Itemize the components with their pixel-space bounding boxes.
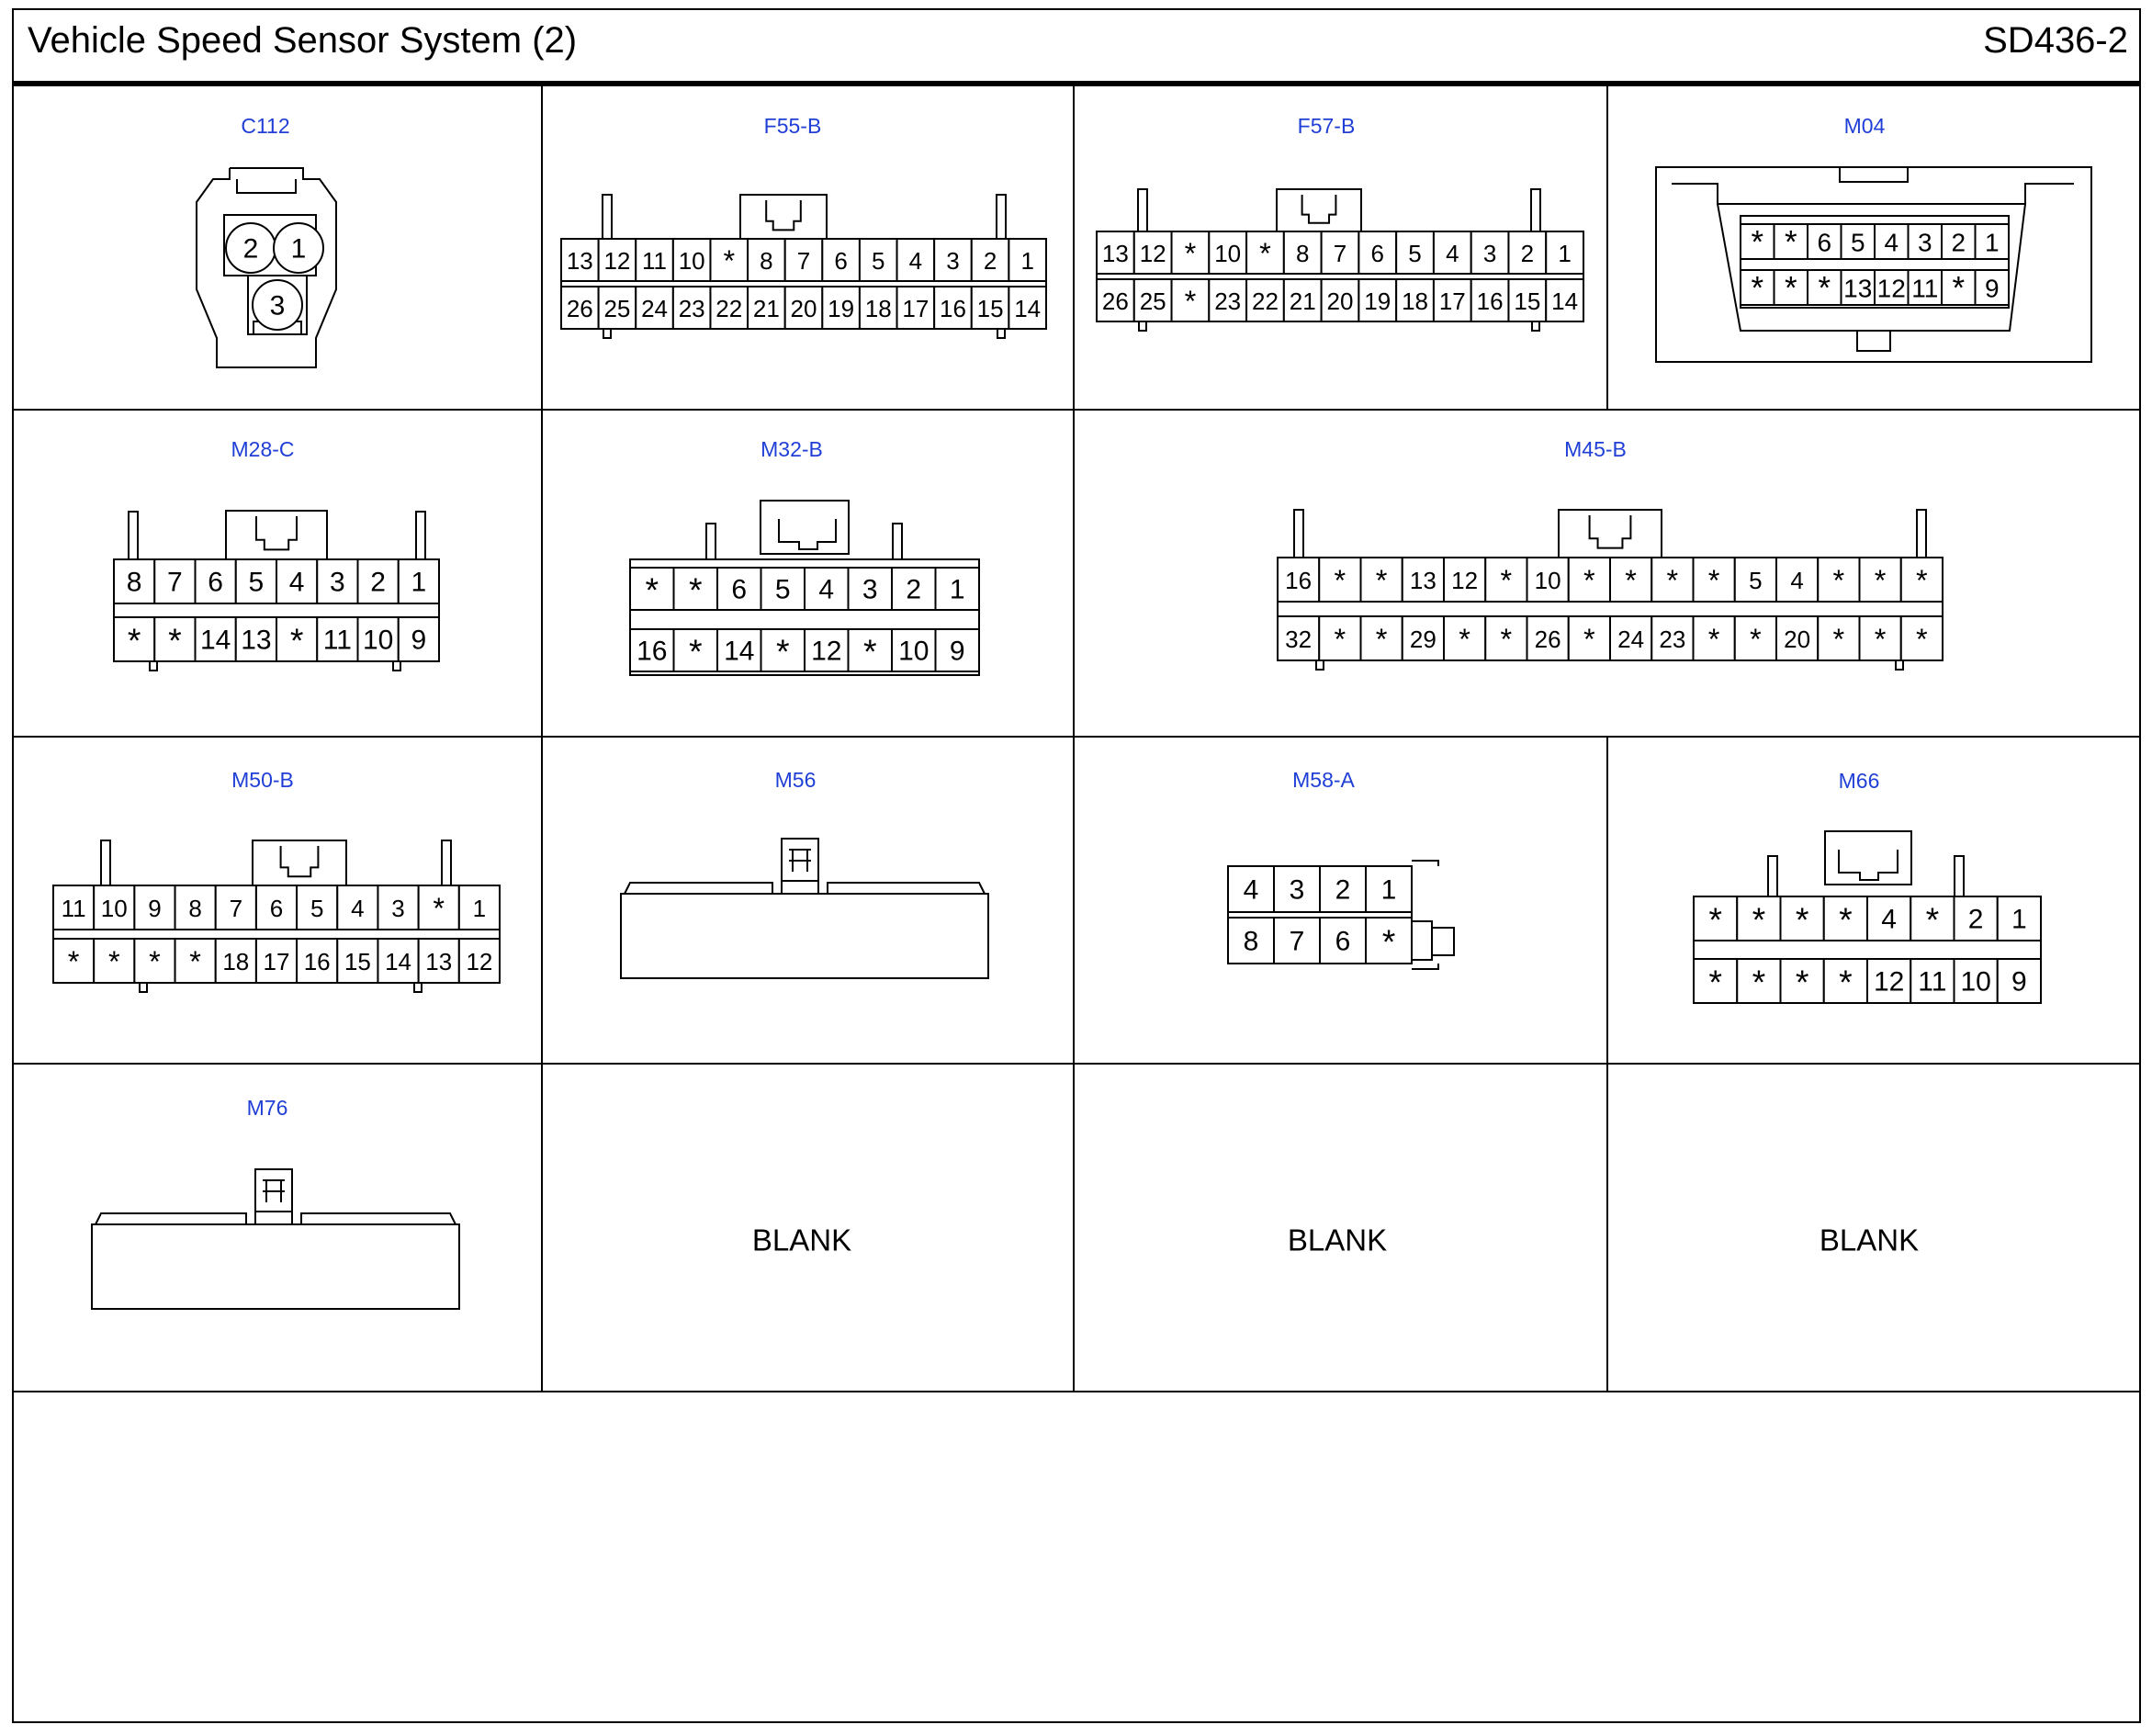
foot: [1532, 321, 1539, 331]
pin-number: 7: [229, 895, 243, 922]
pin-number: 8: [760, 247, 773, 275]
pin-number: 7: [796, 247, 811, 275]
pin-number: 14: [724, 636, 755, 667]
pin-number: 13: [1409, 567, 1437, 594]
pin-number: 21: [752, 295, 780, 322]
blank-cell-label: BLANK: [1819, 1223, 1920, 1257]
latch: [1277, 189, 1361, 231]
pin-number: 18: [222, 948, 250, 975]
pin-number: 5: [1408, 240, 1422, 267]
pin-number: *: [1752, 900, 1766, 939]
pin-number: *: [1952, 270, 1966, 307]
pin-number: 24: [1617, 626, 1645, 653]
pin-number: 25: [603, 295, 631, 322]
pin-number: 10: [678, 247, 705, 275]
pin-number: 23: [1659, 626, 1686, 653]
pin-number: 9: [411, 625, 427, 656]
pin-number: 24: [641, 295, 668, 322]
pin-number: *: [1874, 623, 1887, 656]
pin-number: 18: [1402, 287, 1428, 315]
pin-number: 12: [1451, 567, 1479, 594]
pin-number: 12: [1876, 274, 1906, 303]
pin-number: *: [67, 945, 80, 978]
pin-number: 12: [811, 636, 842, 667]
latch: [281, 846, 319, 876]
key-tab: [1857, 331, 1890, 351]
pin-number: 22: [715, 295, 743, 322]
pin-number: 10: [1534, 567, 1561, 594]
pin-number: *: [1916, 623, 1928, 656]
pin-number: 17: [902, 295, 930, 322]
connector-label-m28c: M28-C: [231, 437, 295, 461]
connector-label-m04: M04: [1843, 114, 1886, 138]
latch: [1302, 195, 1336, 223]
connector-label-m56: M56: [774, 768, 817, 792]
pin-number: 8: [1295, 240, 1310, 267]
foot: [393, 661, 400, 671]
guide-post: [1531, 189, 1540, 231]
connector-m28c: [114, 511, 439, 671]
pin-number: 2: [1951, 228, 1966, 257]
pin-number: *: [1751, 224, 1764, 261]
pin-number: *: [1707, 623, 1720, 656]
pin-number: *: [1625, 564, 1637, 597]
pin-number: 17: [1438, 287, 1466, 315]
pin-number: *: [688, 570, 703, 609]
pin-number: *: [1832, 623, 1845, 656]
pin-number: 11: [642, 247, 668, 275]
pin-number: 6: [1370, 240, 1385, 267]
pin-number: 4: [818, 574, 835, 605]
pin-number: 4: [1446, 240, 1459, 267]
pin-number: 8: [1243, 926, 1259, 957]
pin-number: *: [1459, 623, 1470, 656]
guide-post: [706, 524, 715, 559]
lock-clip: [1432, 928, 1454, 955]
pin-number: *: [1839, 963, 1853, 1001]
blank-cell-label: BLANK: [1287, 1223, 1388, 1257]
pin-number: *: [1707, 564, 1720, 597]
pin-number: 1: [1020, 247, 1034, 275]
pin-number: 22: [1252, 287, 1279, 315]
pin-number: 9: [949, 636, 965, 667]
connector-label-m50b: M50-B: [231, 768, 294, 792]
pin-number: 11: [61, 895, 86, 922]
pin-number: 2: [1967, 904, 1984, 935]
connector-f57b: [1097, 189, 1583, 331]
pin-number: 3: [946, 247, 960, 275]
pin-number: *: [1500, 623, 1513, 656]
pin-number: 12: [1873, 966, 1905, 998]
pin-number: *: [1500, 564, 1513, 597]
guide-post: [603, 195, 612, 239]
connector-label-m66: M66: [1838, 769, 1880, 793]
pin-number: 13: [1843, 274, 1873, 303]
pin-number: 7: [1289, 926, 1305, 957]
pin-number: 4: [1881, 904, 1897, 935]
connector-m66: [1694, 831, 2041, 1003]
connector-m58a: [1228, 861, 1454, 969]
pin-number: 13: [425, 948, 453, 975]
foot: [150, 661, 157, 671]
pin-number: *: [862, 632, 877, 671]
pin-number: 9: [148, 895, 162, 922]
pin-number: *: [1916, 564, 1928, 597]
guide-post: [1294, 510, 1303, 558]
pin-number: *: [289, 621, 304, 659]
pin-number: 26: [566, 295, 593, 322]
pin-number: *: [149, 945, 161, 978]
latch: [253, 840, 346, 885]
foot: [1139, 321, 1146, 331]
pin-number: 5: [1749, 567, 1763, 594]
pin-number: 12: [466, 948, 493, 975]
pin-number: *: [1184, 237, 1197, 270]
pin-number: 1: [1984, 228, 2000, 257]
pin-number: 6: [1817, 228, 1832, 257]
pin-number: 8: [126, 567, 142, 598]
pin-number: 4: [1884, 228, 1899, 257]
pin-number: 6: [208, 567, 223, 598]
pin-number: 7: [1333, 240, 1347, 267]
pin-number: *: [1925, 900, 1940, 939]
connector-c112: [197, 168, 336, 367]
latch: [766, 200, 801, 230]
pin-number: 6: [834, 247, 848, 275]
pin-number: *: [1708, 963, 1722, 1001]
pin-number: 10: [1960, 966, 1991, 998]
pin-number: 14: [385, 948, 412, 975]
pin-number: 10: [1214, 240, 1242, 267]
pin-number: 16: [1476, 287, 1504, 315]
pin-number: 15: [1514, 287, 1541, 315]
pin-number: 7: [167, 567, 183, 598]
guide-post: [1138, 189, 1147, 231]
pin-number: *: [1751, 270, 1764, 307]
pin-number: *: [1334, 623, 1346, 656]
connector-m04: [1656, 167, 2091, 362]
pin-number: 2: [370, 567, 386, 598]
guide-post: [1955, 856, 1964, 896]
connector-label-f57b: F57-B: [1297, 114, 1356, 138]
pin-number: 3: [1482, 240, 1497, 267]
latch: [740, 195, 827, 239]
pin-number: 16: [940, 295, 966, 322]
pin-number: 15: [344, 948, 371, 975]
pin-number: 3: [1289, 874, 1305, 906]
pin-number: 16: [1285, 567, 1313, 594]
pin-number: 4: [351, 895, 365, 922]
pin-number: 1: [1558, 240, 1572, 267]
pin-number: 19: [1364, 287, 1391, 315]
latch: [226, 511, 327, 559]
pin-number: 10: [100, 895, 128, 922]
pin-number: 5: [1850, 228, 1865, 257]
foot: [414, 983, 422, 992]
pin-number: *: [775, 632, 790, 671]
pin-number: 3: [269, 290, 286, 321]
pin-number: *: [1375, 623, 1388, 656]
foot: [997, 329, 1005, 338]
foot: [140, 983, 147, 992]
pin-number: 5: [774, 574, 791, 605]
pin-number: *: [1795, 900, 1809, 939]
pin-number: 4: [1790, 567, 1804, 594]
guide-post: [997, 195, 1006, 239]
pin-number: *: [433, 892, 445, 925]
pin-number: 20: [790, 295, 817, 322]
pin-number: *: [1708, 900, 1722, 939]
guide-post: [1768, 856, 1777, 896]
pin-number: *: [1874, 564, 1887, 597]
blank-cell-label: BLANK: [751, 1223, 852, 1257]
pin-number: 2: [1335, 874, 1351, 906]
connector-m50b: [53, 840, 500, 992]
connector-body: [621, 894, 988, 978]
pin-number: 12: [603, 247, 631, 275]
pin-number: 26: [1101, 287, 1129, 315]
connector-label-m58a: M58-A: [1292, 768, 1355, 792]
pin-number: *: [1752, 963, 1766, 1001]
pin-number: 25: [1139, 287, 1166, 315]
pin-number: 32: [1285, 626, 1313, 653]
pin-number: 11: [1911, 274, 1939, 303]
foot: [1316, 660, 1324, 670]
connector-label-m76: M76: [246, 1096, 288, 1120]
pin-number: 5: [310, 895, 324, 922]
pin-number: 13: [566, 247, 593, 275]
pin-number: 3: [330, 567, 345, 598]
pin-number: 10: [898, 636, 930, 667]
pin-number: *: [1334, 564, 1346, 597]
pin-number: 14: [1551, 287, 1579, 315]
pin-number: 20: [1784, 626, 1811, 653]
connector-f55b: [561, 195, 1046, 338]
pin-number: 11: [1918, 966, 1947, 998]
pin-number: 18: [864, 295, 892, 322]
pin-number: *: [1375, 564, 1388, 597]
pin-number: *: [1381, 922, 1396, 961]
clip: [1412, 861, 1438, 866]
pin-number: 6: [269, 895, 284, 922]
guide-post: [442, 840, 451, 885]
pin-number: 13: [241, 625, 272, 656]
connector-m76: [92, 1169, 459, 1309]
pin-number: *: [1259, 237, 1271, 270]
pin-number: 10: [362, 625, 394, 656]
pin-number: 2: [983, 247, 997, 275]
guide-post: [129, 512, 138, 559]
pin-number: *: [1795, 963, 1809, 1001]
pin-number: *: [1832, 564, 1845, 597]
pin-number: 1: [472, 895, 487, 922]
foot: [603, 329, 611, 338]
lock-clip: [1412, 921, 1432, 960]
pin-number: 23: [1214, 287, 1242, 315]
pin-number: 2: [242, 233, 259, 265]
pin-number: *: [1784, 224, 1797, 261]
pin-number: 21: [1289, 287, 1316, 315]
pin-number: 13: [1101, 240, 1129, 267]
pin-number: 29: [1409, 626, 1437, 653]
pin-number: *: [1666, 564, 1679, 597]
pin-number: 16: [637, 636, 668, 667]
pin-number: 3: [391, 895, 405, 922]
page-title: Vehicle Speed Sensor System (2): [28, 20, 578, 61]
pin-number: *: [189, 945, 201, 978]
pin-number: 1: [290, 233, 307, 265]
pin-number: *: [127, 621, 141, 659]
pin-number: 9: [1984, 274, 2000, 303]
pin-number: *: [645, 570, 659, 609]
pin-number: 15: [976, 295, 1004, 322]
guide-post: [893, 524, 902, 559]
latch: [237, 179, 296, 193]
latch: [256, 516, 297, 549]
pin-number: 1: [2011, 904, 2027, 935]
latch: [1559, 510, 1662, 558]
pin-number: 5: [871, 247, 885, 275]
pin-number: *: [168, 621, 182, 659]
pin-number: 14: [1014, 295, 1042, 322]
pin-number: 2: [906, 574, 922, 605]
pin-number: 14: [199, 625, 231, 656]
pin-number: 23: [678, 295, 705, 322]
pin-number: *: [1583, 623, 1595, 656]
pin-number: 17: [263, 948, 290, 975]
pin-number: 4: [288, 567, 305, 598]
pin-number: *: [1583, 564, 1595, 597]
pin-number: 16: [303, 948, 331, 975]
guide-post: [1917, 510, 1926, 558]
pin-number: 2: [1520, 240, 1535, 267]
pin-number: *: [1818, 270, 1831, 307]
pin-number: *: [1784, 270, 1797, 307]
pin-number: 20: [1326, 287, 1354, 315]
pin-number: 12: [1139, 240, 1166, 267]
guide-post: [416, 512, 425, 559]
connector-label-m45b: M45-B: [1564, 437, 1627, 461]
pin-number: 5: [248, 567, 265, 598]
connector-body: [92, 1224, 459, 1309]
pin-number: 6: [1335, 926, 1351, 957]
clip: [1412, 964, 1438, 969]
pin-number: 1: [949, 574, 965, 605]
pin-number: 9: [2011, 966, 2027, 998]
latch: [1590, 515, 1631, 548]
pin-number: 4: [1243, 874, 1259, 906]
connector-label-m32b: M32-B: [761, 437, 823, 461]
pin-number: *: [1750, 623, 1762, 656]
connector-label-f55b: F55-B: [763, 114, 822, 138]
connector-m45b: [1278, 510, 1943, 670]
connector-m56: [621, 839, 988, 978]
connector-m32b: [630, 501, 979, 675]
page-code: SD436-2: [1983, 20, 2128, 61]
pin-number: 1: [1380, 874, 1397, 906]
pin-number: *: [1184, 285, 1197, 318]
pin-number: 1: [411, 567, 427, 598]
guide-post: [101, 840, 110, 885]
pin-number: 8: [188, 895, 202, 922]
pin-number: 6: [731, 574, 748, 605]
connector-label-c112: C112: [241, 114, 290, 138]
pin-number: 4: [908, 247, 923, 275]
pin-number: *: [1839, 900, 1853, 939]
pin-number: 3: [1917, 228, 1932, 257]
pin-number: *: [688, 632, 703, 671]
foot: [1896, 660, 1903, 670]
pin-number: 26: [1534, 626, 1561, 653]
pin-number: 19: [828, 295, 855, 322]
pin-number: 3: [862, 574, 878, 605]
pin-number: *: [107, 945, 120, 978]
pin-number: *: [723, 244, 736, 277]
pin-number: 11: [322, 625, 352, 656]
